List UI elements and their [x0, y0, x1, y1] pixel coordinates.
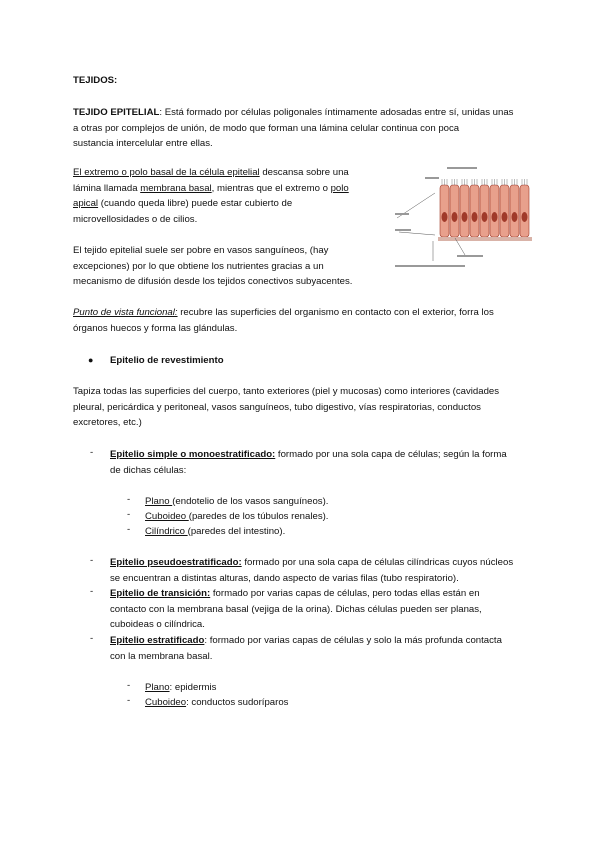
revestimiento-text-1: Tapiza todas las superficies del cuerpo, tanto exteriores (piel y mucosas) como interiores (cavidades [73, 386, 500, 397]
transicion-text-2: contacto con la membrana basal (vejiga de la orina). Dichas células pueden ser planas, [110, 603, 482, 615]
epitelial-text-2: a otras por complejos de unión, de modo que forman una lámina celular continua con poca [73, 122, 460, 134]
cell-nucleus [472, 212, 478, 222]
vasos-text-2: excepciones) por lo que obtiene los nutrientes gracias a un [73, 260, 324, 272]
polo-text-2a: lámina llamada [73, 182, 141, 194]
pseudo-text-1: formado por una sola capa de células cilíndricas cuyos núcleos [241, 557, 514, 568]
doc-title: TEJIDOS: [73, 75, 118, 86]
epithelial-cell [460, 185, 469, 237]
funcional-text-2: órganos huecos y forma las glándulas. [73, 322, 238, 334]
cell-nucleus [492, 212, 498, 222]
vasos-text-1: El tejido epitelial suele ser pobre en vasos sanguíneos, (hay [73, 245, 329, 256]
plano-term: Plano [145, 496, 173, 507]
est-plano-text: : epidermis [169, 682, 217, 693]
cell-nucleus [522, 212, 528, 222]
plano-text: (endotelio de los vasos sanguíneos). [172, 496, 329, 507]
epithelial-cell [490, 185, 499, 237]
cell-nucleus [452, 212, 458, 222]
polo-text-1: descansa sobre una [259, 167, 349, 178]
polo-paragraph [73, 165, 349, 227]
polo-basal-term: El extremo o polo basal de la célula epitelial [73, 167, 260, 178]
apical-term: apical [73, 198, 99, 209]
simple-subitem-cilindrico [145, 524, 285, 540]
epithelial-cell [440, 185, 449, 237]
dash-cuboideo: - [127, 509, 131, 520]
estratificado-subitem-plano [145, 680, 216, 696]
epitelial-label: TEJIDO EPITELIAL [73, 107, 160, 118]
epitelial-text-3: sustancia intercelular entre ellas. [73, 138, 213, 149]
vasos-text-3: mecanismo de difusión desde los tejidos conectivos subyacentes. [73, 276, 353, 287]
dash-est-plano: - [127, 680, 131, 691]
pseudo-item [110, 555, 513, 586]
epithelial-cell [480, 185, 489, 237]
epithelial-cell [520, 185, 529, 237]
epithelial-cell [470, 185, 479, 237]
dash-est-cuboideo: - [127, 695, 131, 706]
revestimiento-text-2: pleural, pericárdica y peritoneal, vasos sanguíneos, tubo digestivo, vías respiratorias, conductos [73, 401, 481, 413]
basal-membrane [438, 237, 532, 241]
epitelial-text-1: : Está formado por células poligonales íntimamente adosadas entre sí, unidas unas [159, 107, 514, 118]
epithelial-cell [450, 185, 459, 237]
revestimiento-text-3: excretores, etc.) [73, 417, 142, 428]
cell-nucleus [462, 212, 468, 222]
est-plano-term: Plano [145, 682, 170, 693]
dash-estratificado: - [90, 633, 94, 644]
membrana-basal-term: membrana basal [140, 182, 212, 194]
dash-plano: - [127, 494, 131, 505]
estratificado-text-1: : formado por varias capas de células y solo la más profunda contacta [204, 635, 502, 646]
simple-label: Epitelio simple o monoestratificado: [110, 449, 276, 460]
estratificado-label: Epitelio estratificado [110, 635, 205, 646]
cell-nucleus [442, 212, 448, 222]
pseudo-text-2: se encuentran a distintas alturas, dando aspecto de varias filas (tubo respiratorio). [110, 572, 459, 584]
transicion-label: Epitelio de transición: [110, 588, 211, 599]
funcional-text-1: recubre las superficies del organismo en contacto con el exterior, forra los [177, 307, 494, 318]
simple-subitem-cuboideo [145, 509, 328, 525]
transicion-text-1: formado por varias capas de células, pero todas ellas están en [210, 588, 480, 599]
dash-pseudo: - [90, 555, 94, 566]
transicion-text-3: cuboideas o cilíndrica. [110, 619, 205, 630]
funcional-paragraph [73, 305, 494, 336]
simple-subitem-plano [145, 494, 328, 510]
epitelial-paragraph [73, 105, 513, 152]
est-cuboideo-term: Cuboideo [145, 697, 187, 708]
simple-text-1: formado por una sola capa de células; según la forma [275, 449, 507, 460]
revestimiento-heading: Epitelio de revestimiento [110, 355, 224, 366]
cell-nucleus [482, 212, 488, 222]
estratificado-subitem-cuboideo [145, 695, 288, 711]
polo-term: polo [330, 182, 349, 194]
polo-text-2b: , mientras que el extremo o [211, 182, 331, 194]
simple-text-2: de dichas células: [110, 464, 187, 476]
est-cuboideo-text: : conductos sudoríparos [186, 697, 289, 708]
estratificado-item [110, 633, 502, 664]
cilindrico-text: (paredes del intestino). [187, 526, 286, 537]
bullet-icon: ● [88, 355, 94, 365]
cilindrico-term: Cilíndrico [145, 526, 188, 537]
polo-text-4: microvellosidades o de cilios. [73, 213, 198, 225]
cuboideo-term: Cuboideo [145, 511, 189, 522]
polo-text-3: (cuando queda libre) puede estar cubierto de [98, 198, 293, 209]
dash-simple: - [90, 447, 94, 458]
epithelial-cell [510, 185, 519, 237]
cell-nucleus [512, 212, 518, 222]
epithelial-cell [500, 185, 509, 237]
simple-item [110, 447, 507, 478]
transicion-item [110, 586, 482, 633]
pseudo-label: Epitelio pseudoestratificado: [110, 557, 242, 568]
cell-nucleus [502, 212, 508, 222]
funcional-label: Punto de vista funcional: [73, 307, 178, 318]
cuboideo-text: (paredes de los túbulos renales). [188, 511, 329, 522]
revestimiento-paragraph [73, 384, 499, 431]
estratificado-text-2: con la membrana basal. [110, 650, 213, 662]
dash-cilindrico: - [127, 524, 131, 535]
epithelium-illustration [395, 163, 535, 275]
vasos-paragraph [73, 243, 352, 290]
dash-transicion: - [90, 586, 94, 597]
